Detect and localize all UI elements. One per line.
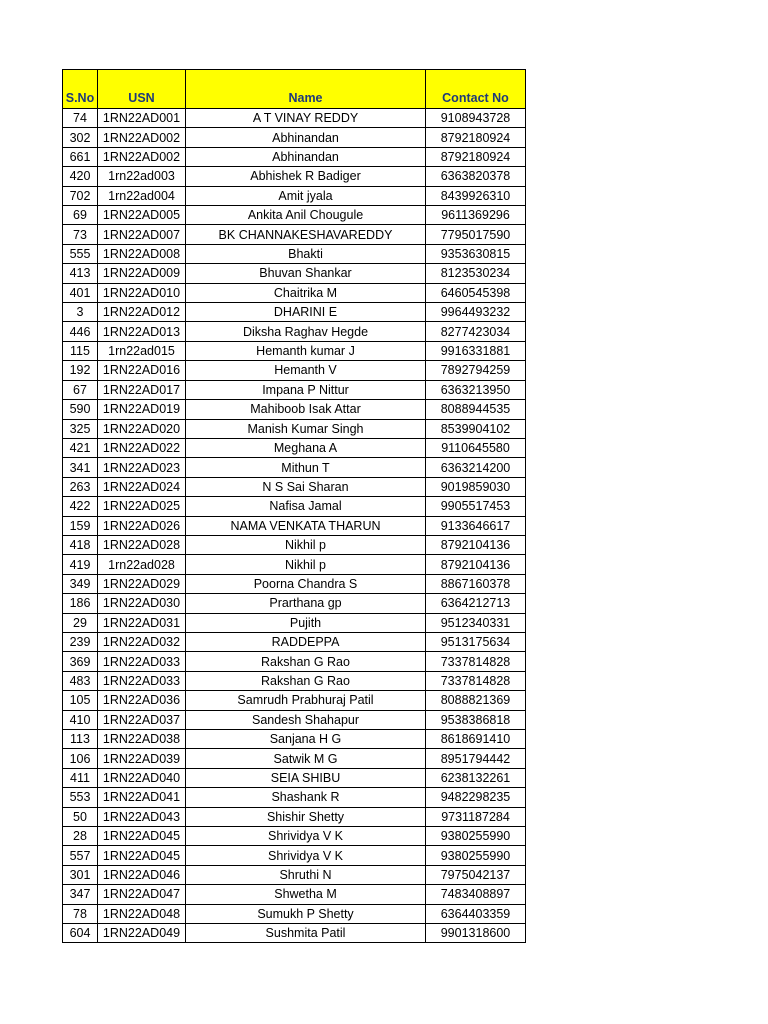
table-row [63, 186, 526, 205]
table-row [63, 477, 526, 496]
cell-usn: 1RN22AD024 [98, 477, 186, 496]
header-sno: S.No [63, 70, 98, 109]
cell-usn: 1RN22AD046 [98, 865, 186, 884]
cell-sno: 263 [63, 477, 98, 496]
cell-name: N S Sai Sharan [186, 477, 426, 496]
cell-contact: 8951794442 [426, 749, 526, 768]
cell-usn: 1RN22AD048 [98, 904, 186, 923]
cell-usn: 1RN22AD045 [98, 827, 186, 846]
cell-usn: 1RN22AD023 [98, 458, 186, 477]
cell-name: Abhinandan [186, 147, 426, 166]
cell-name: Mahiboob Isak Attar [186, 400, 426, 419]
cell-sno: 401 [63, 283, 98, 302]
table-row [63, 458, 526, 477]
cell-sno: 411 [63, 768, 98, 787]
cell-sno: 28 [63, 827, 98, 846]
cell-contact: 9611369296 [426, 206, 526, 225]
cell-contact: 6364403359 [426, 904, 526, 923]
table-row [63, 652, 526, 671]
table-row [63, 264, 526, 283]
cell-name: SEIA SHIBU [186, 768, 426, 787]
cell-sno: 483 [63, 671, 98, 690]
cell-sno: 420 [63, 167, 98, 186]
table-row [63, 710, 526, 729]
cell-usn: 1RN22AD028 [98, 535, 186, 554]
cell-sno: 557 [63, 846, 98, 865]
cell-sno: 239 [63, 632, 98, 651]
cell-name: Sushmita Patil [186, 924, 426, 943]
cell-usn: 1RN22AD032 [98, 632, 186, 651]
cell-contact: 7795017590 [426, 225, 526, 244]
cell-sno: 604 [63, 924, 98, 943]
cell-contact: 9133646617 [426, 516, 526, 535]
cell-usn: 1RN22AD001 [98, 109, 186, 128]
cell-usn: 1RN22AD026 [98, 516, 186, 535]
cell-name: Shishir Shetty [186, 807, 426, 826]
cell-usn: 1RN22AD020 [98, 419, 186, 438]
cell-name: Nikhil p [186, 555, 426, 574]
cell-contact: 9353630815 [426, 244, 526, 263]
cell-sno: 74 [63, 109, 98, 128]
cell-sno: 590 [63, 400, 98, 419]
cell-contact: 8792104136 [426, 555, 526, 574]
cell-usn: 1RN22AD012 [98, 303, 186, 322]
cell-sno: 325 [63, 419, 98, 438]
cell-contact: 6363213950 [426, 380, 526, 399]
header-usn: USN [98, 70, 186, 109]
table-row [63, 341, 526, 360]
cell-name: Diksha Raghav Hegde [186, 322, 426, 341]
cell-usn: 1RN22AD013 [98, 322, 186, 341]
cell-usn: 1RN22AD010 [98, 283, 186, 302]
table-row [63, 147, 526, 166]
cell-usn: 1RN22AD009 [98, 264, 186, 283]
cell-sno: 446 [63, 322, 98, 341]
cell-sno: 413 [63, 264, 98, 283]
cell-contact: 6364212713 [426, 594, 526, 613]
cell-name: Manish Kumar Singh [186, 419, 426, 438]
cell-name: Abhishek R Badiger [186, 167, 426, 186]
cell-name: Samrudh Prabhuraj Patil [186, 691, 426, 710]
cell-sno: 419 [63, 555, 98, 574]
table-row [63, 361, 526, 380]
cell-contact: 9512340331 [426, 613, 526, 632]
cell-usn: 1RN22AD037 [98, 710, 186, 729]
table-row [63, 594, 526, 613]
cell-usn: 1RN22AD038 [98, 730, 186, 749]
cell-usn: 1RN22AD007 [98, 225, 186, 244]
cell-usn: 1RN22AD049 [98, 924, 186, 943]
cell-name: Satwik M G [186, 749, 426, 768]
cell-contact: 8539904102 [426, 419, 526, 438]
table-row [63, 380, 526, 399]
cell-contact: 9019859030 [426, 477, 526, 496]
table-row [63, 632, 526, 651]
cell-usn: 1RN22AD036 [98, 691, 186, 710]
cell-name: RADDEPPA [186, 632, 426, 651]
header-contact: Contact No [426, 70, 526, 109]
cell-sno: 78 [63, 904, 98, 923]
table-row [63, 225, 526, 244]
cell-contact: 9901318600 [426, 924, 526, 943]
cell-name: Nafisa Jamal [186, 497, 426, 516]
cell-name: Shruthi N [186, 865, 426, 884]
student-contact-table [62, 69, 526, 943]
cell-usn: 1RN22AD031 [98, 613, 186, 632]
cell-name: DHARINI E [186, 303, 426, 322]
table-row [63, 322, 526, 341]
cell-sno: 553 [63, 788, 98, 807]
cell-usn: 1RN22AD039 [98, 749, 186, 768]
table-row [63, 924, 526, 943]
table-row [63, 768, 526, 787]
cell-usn: 1rn22ad004 [98, 186, 186, 205]
cell-name: Mithun T [186, 458, 426, 477]
cell-usn: 1RN22AD017 [98, 380, 186, 399]
table-row [63, 167, 526, 186]
cell-name: Amit jyala [186, 186, 426, 205]
cell-contact: 7892794259 [426, 361, 526, 380]
cell-name: Nikhil p [186, 535, 426, 554]
cell-sno: 29 [63, 613, 98, 632]
cell-contact: 9380255990 [426, 846, 526, 865]
table-row [63, 303, 526, 322]
cell-contact: 9482298235 [426, 788, 526, 807]
cell-sno: 661 [63, 147, 98, 166]
cell-contact: 9916331881 [426, 341, 526, 360]
cell-contact: 8792104136 [426, 535, 526, 554]
cell-name: Pujith [186, 613, 426, 632]
cell-sno: 349 [63, 574, 98, 593]
cell-sno: 410 [63, 710, 98, 729]
cell-name: Ankita Anil Chougule [186, 206, 426, 225]
cell-sno: 186 [63, 594, 98, 613]
cell-usn: 1RN22AD033 [98, 671, 186, 690]
cell-sno: 106 [63, 749, 98, 768]
cell-sno: 418 [63, 535, 98, 554]
cell-sno: 702 [63, 186, 98, 205]
cell-contact: 7975042137 [426, 865, 526, 884]
cell-name: Meghana A [186, 438, 426, 457]
table-row [63, 206, 526, 225]
cell-sno: 73 [63, 225, 98, 244]
cell-name: Rakshan G Rao [186, 671, 426, 690]
cell-name: Bhakti [186, 244, 426, 263]
header-name: Name [186, 70, 426, 109]
table-row [63, 535, 526, 554]
cell-usn: 1RN22AD016 [98, 361, 186, 380]
table-row [63, 613, 526, 632]
table-row [63, 400, 526, 419]
cell-name: Shashank R [186, 788, 426, 807]
cell-usn: 1RN22AD033 [98, 652, 186, 671]
cell-sno: 347 [63, 885, 98, 904]
table-row [63, 691, 526, 710]
cell-contact: 9905517453 [426, 497, 526, 516]
cell-name: Shrividya V K [186, 846, 426, 865]
cell-usn: 1RN22AD029 [98, 574, 186, 593]
cell-usn: 1RN22AD041 [98, 788, 186, 807]
cell-contact: 6460545398 [426, 283, 526, 302]
cell-usn: 1RN22AD002 [98, 128, 186, 147]
cell-usn: 1rn22ad028 [98, 555, 186, 574]
cell-name: Sandesh Shahapur [186, 710, 426, 729]
cell-sno: 341 [63, 458, 98, 477]
cell-usn: 1RN22AD019 [98, 400, 186, 419]
table-row [63, 128, 526, 147]
table-row [63, 730, 526, 749]
cell-contact: 8792180924 [426, 147, 526, 166]
cell-sno: 192 [63, 361, 98, 380]
cell-usn: 1rn22ad003 [98, 167, 186, 186]
cell-name: Abhinandan [186, 128, 426, 147]
table-row [63, 749, 526, 768]
cell-contact: 9964493232 [426, 303, 526, 322]
table-row [63, 283, 526, 302]
cell-sno: 421 [63, 438, 98, 457]
table-row [63, 109, 526, 128]
cell-contact: 9538386818 [426, 710, 526, 729]
cell-sno: 113 [63, 730, 98, 749]
cell-name: Impana P Nittur [186, 380, 426, 399]
table-row [63, 497, 526, 516]
table-row [63, 419, 526, 438]
cell-contact: 6363820378 [426, 167, 526, 186]
cell-name: Prarthana gp [186, 594, 426, 613]
cell-name: BK CHANNAKESHAVAREDDY [186, 225, 426, 244]
cell-sno: 369 [63, 652, 98, 671]
table-row [63, 574, 526, 593]
table-row [63, 865, 526, 884]
cell-usn: 1RN22AD002 [98, 147, 186, 166]
cell-usn: 1RN22AD025 [98, 497, 186, 516]
cell-sno: 67 [63, 380, 98, 399]
table-row [63, 846, 526, 865]
cell-name: Hemanth kumar J [186, 341, 426, 360]
cell-sno: 105 [63, 691, 98, 710]
cell-contact: 8792180924 [426, 128, 526, 147]
cell-usn: 1RN22AD030 [98, 594, 186, 613]
cell-sno: 69 [63, 206, 98, 225]
cell-contact: 8088821369 [426, 691, 526, 710]
cell-usn: 1RN22AD008 [98, 244, 186, 263]
cell-contact: 9380255990 [426, 827, 526, 846]
cell-usn: 1RN22AD022 [98, 438, 186, 457]
table-row [63, 244, 526, 263]
cell-sno: 159 [63, 516, 98, 535]
cell-contact: 9108943728 [426, 109, 526, 128]
cell-usn: 1RN22AD047 [98, 885, 186, 904]
cell-sno: 555 [63, 244, 98, 263]
cell-sno: 422 [63, 497, 98, 516]
cell-contact: 8088944535 [426, 400, 526, 419]
cell-name: Chaitrika M [186, 283, 426, 302]
cell-name: NAMA VENKATA THARUN [186, 516, 426, 535]
cell-contact: 8277423034 [426, 322, 526, 341]
cell-usn: 1RN22AD005 [98, 206, 186, 225]
table-row [63, 788, 526, 807]
header-row [63, 70, 526, 109]
cell-contact: 6363214200 [426, 458, 526, 477]
cell-contact: 9110645580 [426, 438, 526, 457]
cell-usn: 1RN22AD045 [98, 846, 186, 865]
cell-name: Shwetha M [186, 885, 426, 904]
cell-usn: 1RN22AD040 [98, 768, 186, 787]
cell-contact: 7483408897 [426, 885, 526, 904]
cell-usn: 1RN22AD043 [98, 807, 186, 826]
table-row [63, 904, 526, 923]
cell-contact: 8618691410 [426, 730, 526, 749]
table-row [63, 885, 526, 904]
cell-name: A T VINAY REDDY [186, 109, 426, 128]
table-row [63, 555, 526, 574]
cell-contact: 7337814828 [426, 671, 526, 690]
cell-name: Shrividya V K [186, 827, 426, 846]
table-row [63, 671, 526, 690]
cell-name: Bhuvan Shankar [186, 264, 426, 283]
cell-contact: 9513175634 [426, 632, 526, 651]
cell-sno: 50 [63, 807, 98, 826]
cell-sno: 3 [63, 303, 98, 322]
cell-sno: 301 [63, 865, 98, 884]
cell-usn: 1rn22ad015 [98, 341, 186, 360]
cell-name: Hemanth V [186, 361, 426, 380]
table-row [63, 827, 526, 846]
cell-name: Sanjana H G [186, 730, 426, 749]
cell-contact: 7337814828 [426, 652, 526, 671]
cell-sno: 115 [63, 341, 98, 360]
cell-contact: 8439926310 [426, 186, 526, 205]
table-row [63, 516, 526, 535]
cell-contact: 9731187284 [426, 807, 526, 826]
table-row [63, 807, 526, 826]
cell-sno: 302 [63, 128, 98, 147]
table-row [63, 438, 526, 457]
cell-name: Poorna Chandra S [186, 574, 426, 593]
cell-contact: 8867160378 [426, 574, 526, 593]
cell-contact: 6238132261 [426, 768, 526, 787]
cell-contact: 8123530234 [426, 264, 526, 283]
cell-name: Sumukh P Shetty [186, 904, 426, 923]
cell-name: Rakshan G Rao [186, 652, 426, 671]
